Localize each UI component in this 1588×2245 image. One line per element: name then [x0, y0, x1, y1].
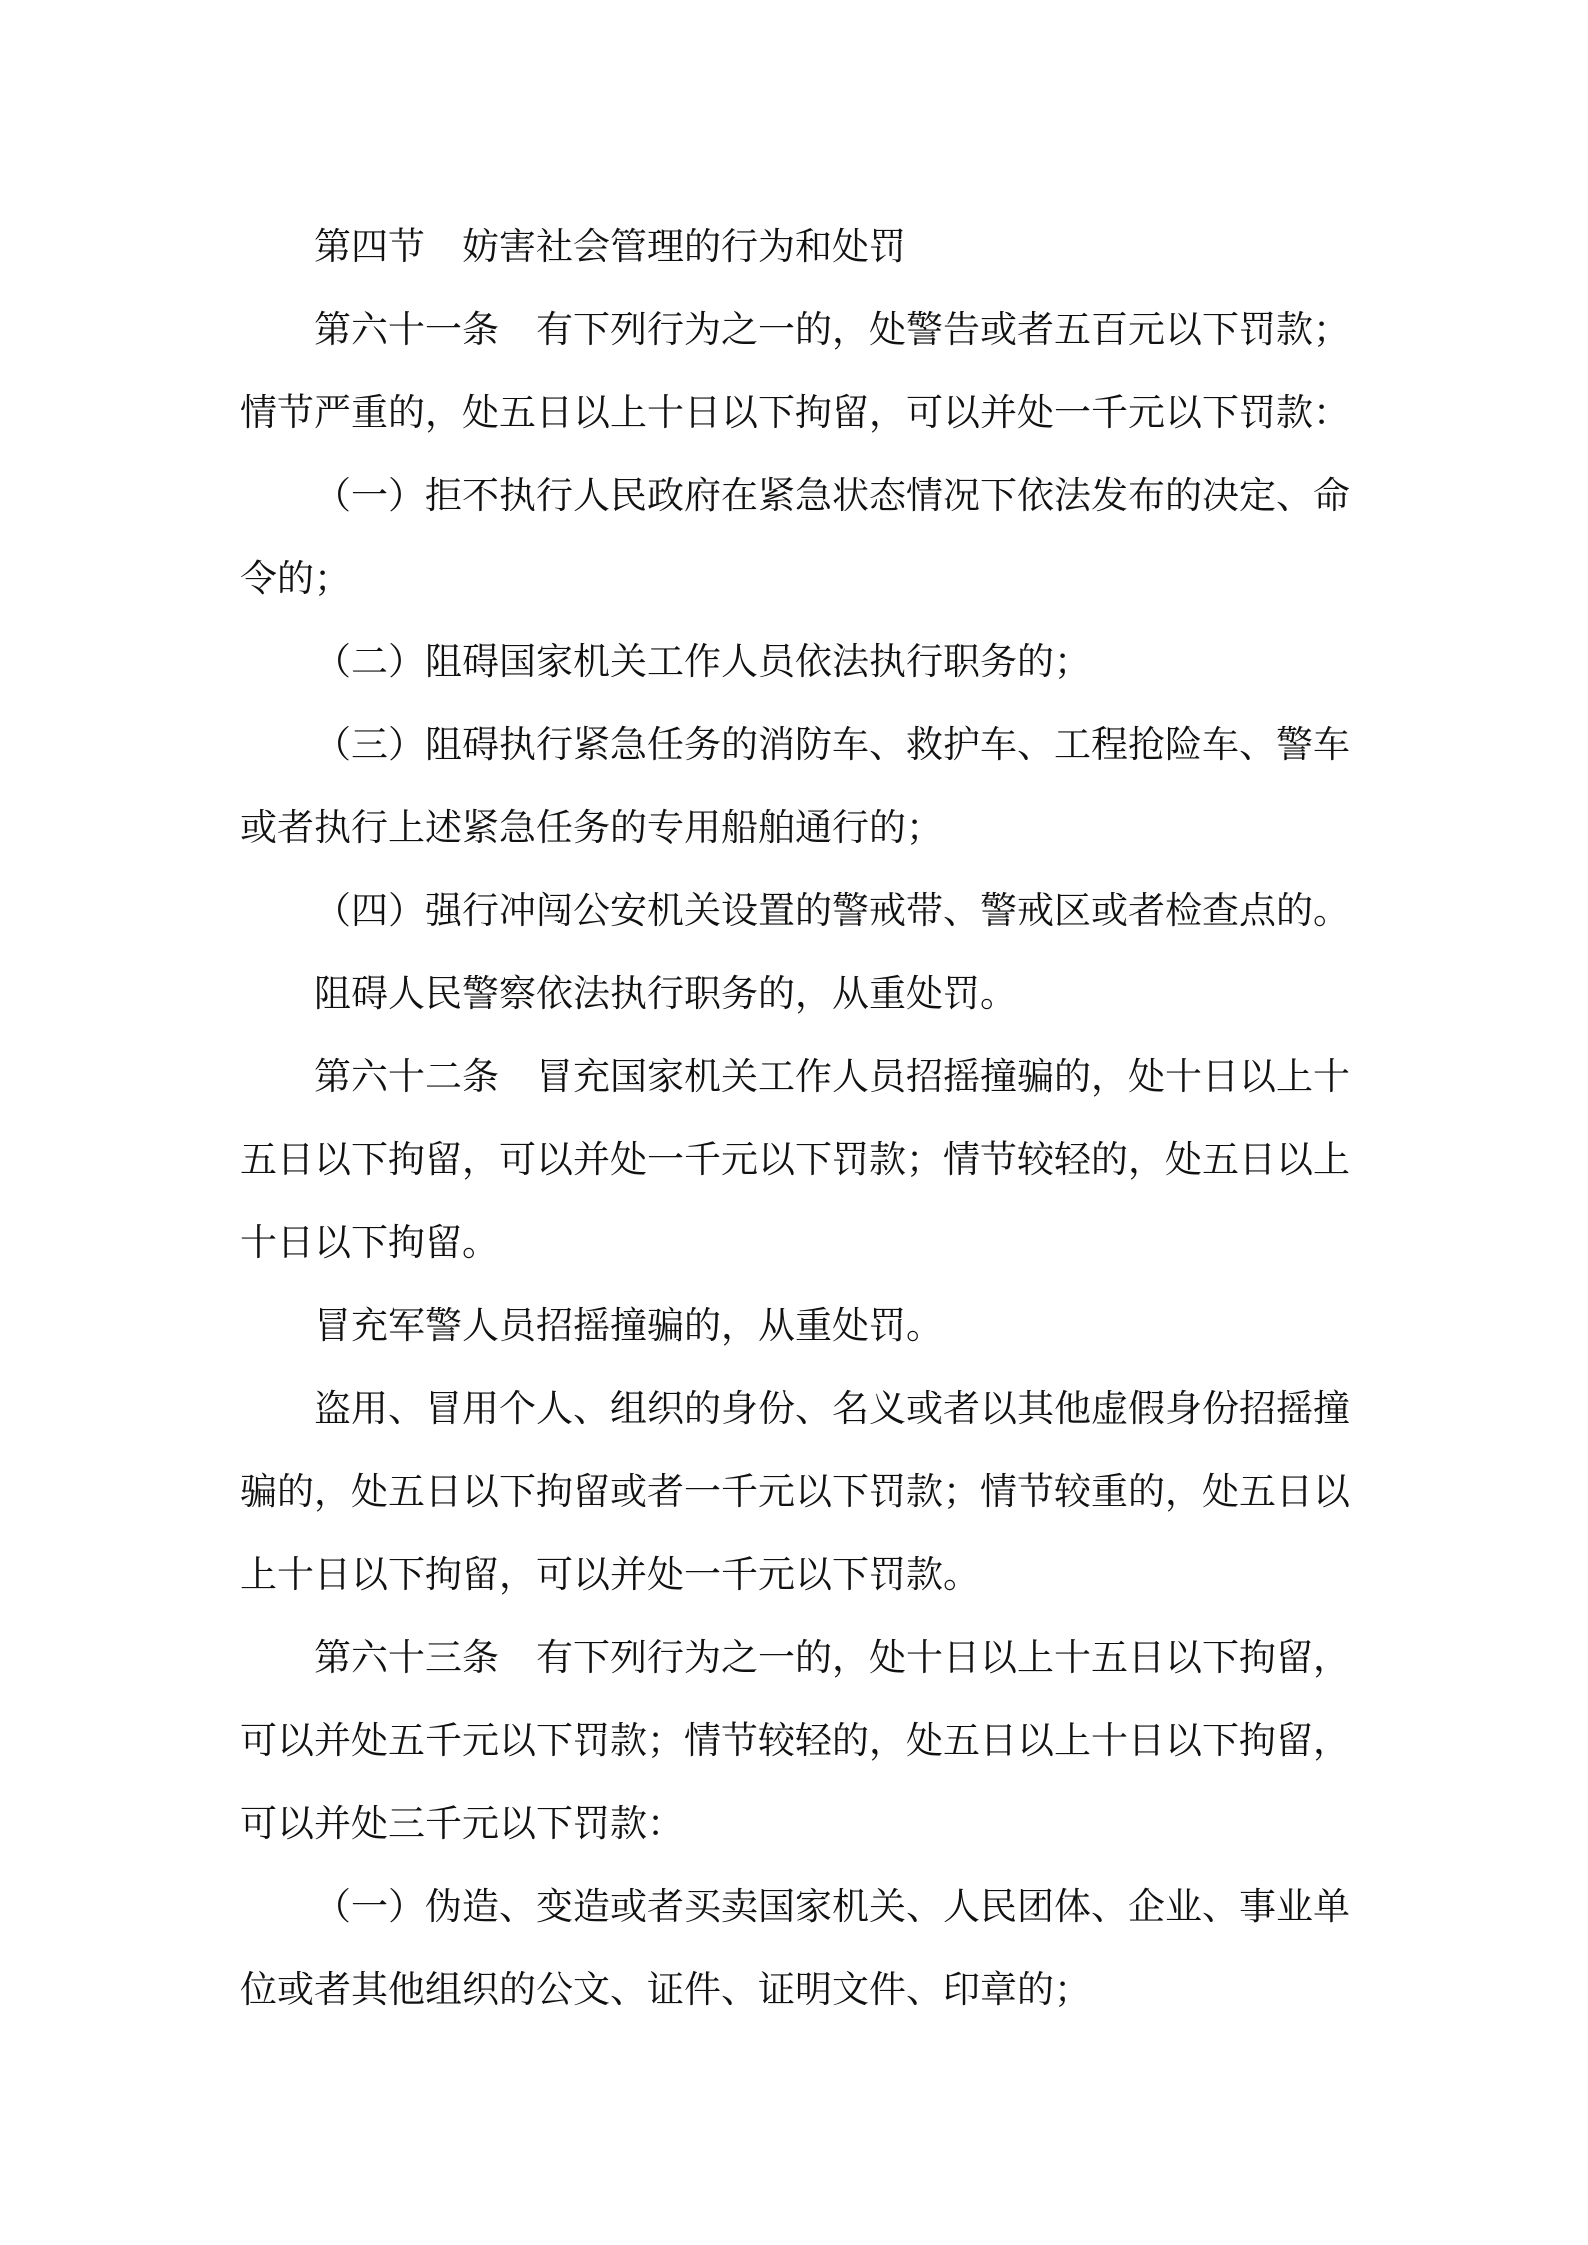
- paragraph-item-4: （四）强行冲闯公安机关设置的警戒带、警戒区或者检查点的。: [314, 889, 1350, 932]
- document-body: [240, 205, 1350, 2031]
- paragraph-article-63: 第六十三条 有下列行为之一的，处十日以上十五日以下拘留，可以并处五千元以下罚款；情节较轻的，处五日以上十日以下拘留，可以并处三千元以下罚款：: [240, 1636, 1350, 1845]
- paragraph-article-62: 第六十二条 冒充国家机关工作人员招摇撞骗的，处十日以上十五日以下拘留，可以并处一千元以下罚款；情节较轻的，处五日以上十日以下拘留。: [240, 1055, 1350, 1264]
- paragraph-item-2: （二）阻碍国家机关工作人员依法执行职务的；: [314, 640, 1091, 683]
- paragraph-article-61: 第六十一条 有下列行为之一的，处警告或者五百元以下罚款；情节严重的，处五日以上十日以下拘留，可以并处一千元以下罚款：: [240, 308, 1350, 434]
- paragraph-impersonate-military: 冒充军警人员招摇撞骗的，从重处罚。: [314, 1304, 943, 1347]
- section-title: 第四节 妨害社会管理的行为和处罚: [314, 225, 906, 268]
- paragraph-item-1: （一）拒不执行人民政府在紧急状态情况下依法发布的决定、命令的；: [240, 474, 1350, 600]
- paragraph-identity-fraud: 盗用、冒用个人、组织的身份、名义或者以其他虚假身份招摇撞骗的，处五日以下拘留或者一千元以下罚款；情节较重的，处五日以上十日以下拘留，可以并处一千元以下罚款。: [240, 1387, 1350, 1596]
- paragraph-article-63-item-1: （一）伪造、变造或者买卖国家机关、人民团体、企业、事业单位或者其他组织的公文、证件、证明文件、印章的；: [240, 1885, 1350, 2011]
- paragraph-obstruct-police: 阻碍人民警察依法执行职务的，从重处罚。: [314, 972, 1017, 1015]
- paragraph-item-3: （三）阻碍执行紧急任务的消防车、救护车、工程抢险车、警车或者执行上述紧急任务的专用船舶通行的；: [240, 723, 1350, 849]
